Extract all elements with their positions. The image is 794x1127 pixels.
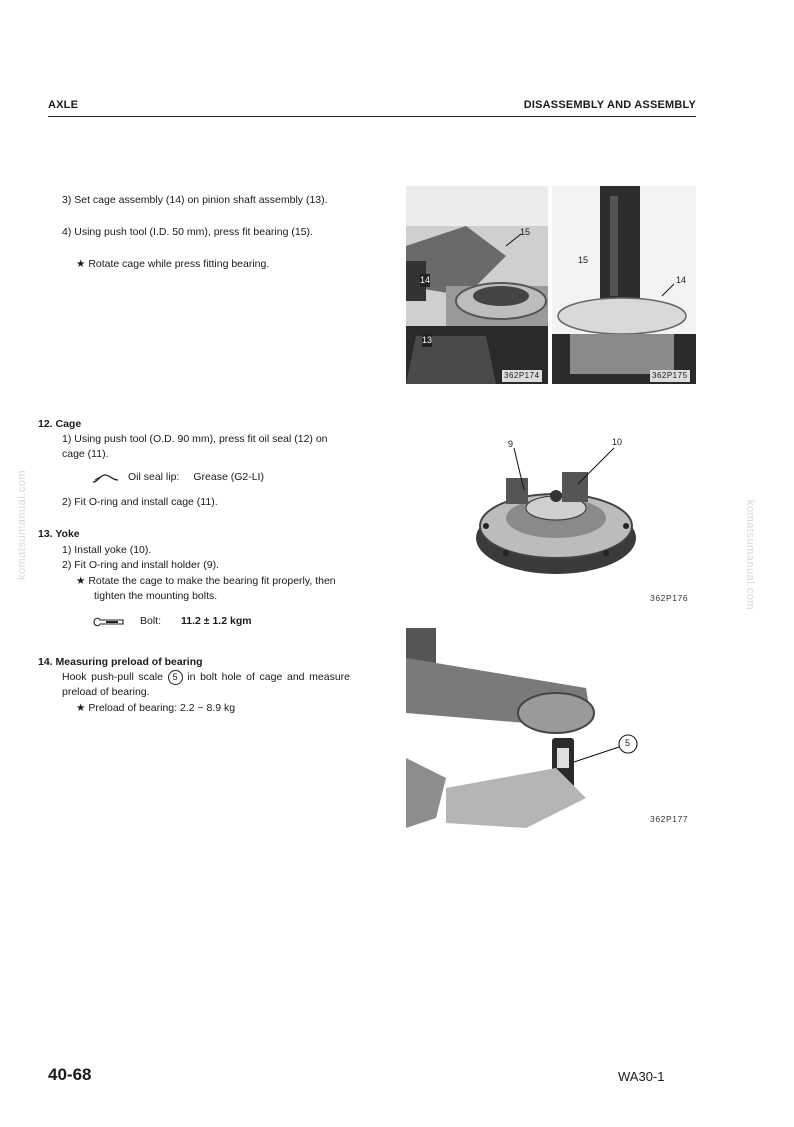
callout-9: 9 (508, 439, 514, 449)
callout-10: 10 (612, 438, 623, 447)
header-section-title: AXLE (48, 99, 79, 111)
wrench-icon (92, 616, 126, 628)
step-install-holder: 2) Fit O-ring and install holder (9). (62, 559, 219, 571)
watermark-left: komatsumanual.com (16, 470, 28, 580)
section-title-cage: 12. Cage (38, 418, 82, 430)
step-press-oil-seal: 1) Using push tool (O.D. 90 mm), press fit oil seal (12) on cage (11). (62, 433, 328, 461)
step-press-bearing: 4) Using push tool (I.D. 50 mm), press fit bearing (15). (62, 226, 313, 238)
bolt-torque-value: 11.2 ± 1.2 kgm (181, 615, 252, 627)
figure-code-right: 362P175 (652, 371, 688, 380)
figure-code-left: 362P174 (504, 371, 540, 380)
ref-circle-5: 5 (168, 670, 183, 685)
callout-15b: 15 (578, 255, 589, 265)
callout-5: 5 (625, 738, 631, 748)
figure-code-176: 362P176 (650, 593, 689, 603)
watermark-right: komatsumanual.com (744, 500, 756, 610)
torque-spec (92, 614, 252, 629)
step-install-yoke: 1) Install yoke (10). (62, 544, 152, 556)
grease-spec (92, 470, 264, 485)
header-chapter-title: DISASSEMBLY AND ASSEMBLY (523, 99, 696, 111)
bolt-label: Bolt: (140, 615, 162, 627)
model-code: WA30-1 (618, 1069, 665, 1084)
figure-code-177: 362P177 (650, 814, 689, 824)
grease-icon (92, 472, 120, 484)
callout-15: 15 (520, 227, 531, 237)
note-rotate-cage-bolts: ★ Rotate the cage to make the bearing fit properly, then tighten the mounting bolts. (76, 575, 336, 603)
step-set-cage: 3) Set cage assembly (14) on pinion shaft assembly (13). (62, 194, 328, 206)
grease-label: Oil seal lip: (128, 471, 180, 483)
page-number: 40-68 (48, 1065, 92, 1084)
step-install-cage: 2) Fit O-ring and install cage (11). (62, 496, 218, 508)
callout-14: 14 (420, 274, 430, 287)
callout-14b: 14 (676, 275, 687, 285)
callout-13: 13 (422, 334, 432, 347)
header-rule (48, 116, 696, 117)
grease-value: Grease (G2-LI) (193, 471, 264, 483)
section-title-yoke: 13. Yoke (38, 528, 80, 540)
section-title-preload: 14. Measuring preload of bearing (38, 656, 203, 668)
photo-cage-assembly (406, 186, 548, 384)
photo-push-pull-scale (406, 628, 664, 830)
photo-cage-holder (466, 438, 646, 586)
hook-scale-text-b: in bolt hole of cage and measure preload of bearing. (62, 671, 350, 699)
note-rotate-cage: ★ Rotate cage while press fitting bearing. (76, 258, 270, 270)
hook-scale-text-a: Hook push-pull scale (62, 671, 163, 683)
note-preload-value: ★ Preload of bearing: 2.2 ~ 8.9 kg (76, 702, 236, 714)
photo-press-fit-bearing (552, 186, 696, 384)
step-hook-scale (62, 670, 350, 700)
